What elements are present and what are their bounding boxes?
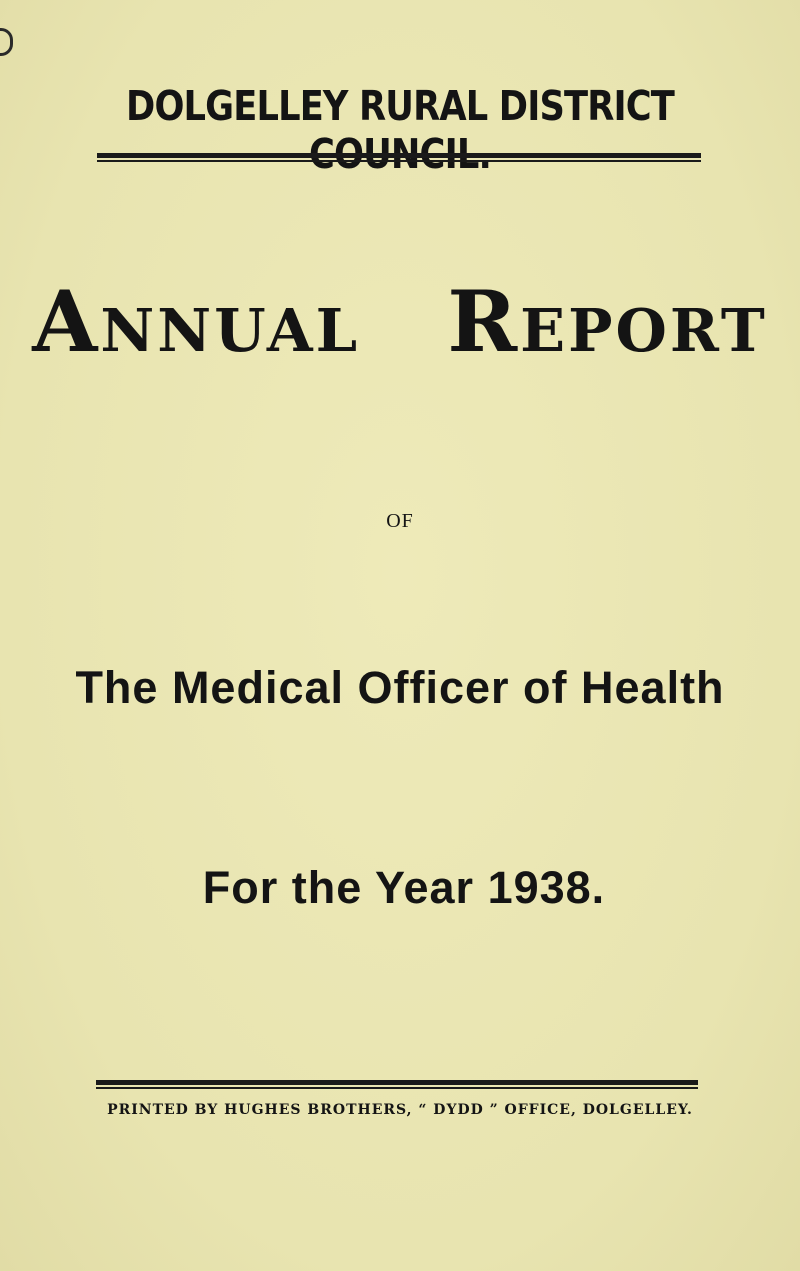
year-heading: For the Year 1938. — [202, 862, 606, 913]
top-rule — [97, 153, 701, 158]
binding-mark — [0, 28, 13, 56]
bottom-rule-thin — [96, 1087, 698, 1089]
top-rule-thin — [97, 160, 701, 162]
report-title: Annual Report — [32, 272, 768, 371]
of-label: OF — [386, 510, 414, 532]
officer-heading: The Medical Officer of Health — [75, 662, 725, 713]
council-name: DOLGELLEY RURAL DISTRICT — [126, 82, 674, 130]
printer-imprint: PRINTED BY HUGHES BROTHERS, “ DYDD ” OFFICE, DOLGELLEY. — [107, 1102, 693, 1118]
bottom-rule — [96, 1080, 698, 1085]
